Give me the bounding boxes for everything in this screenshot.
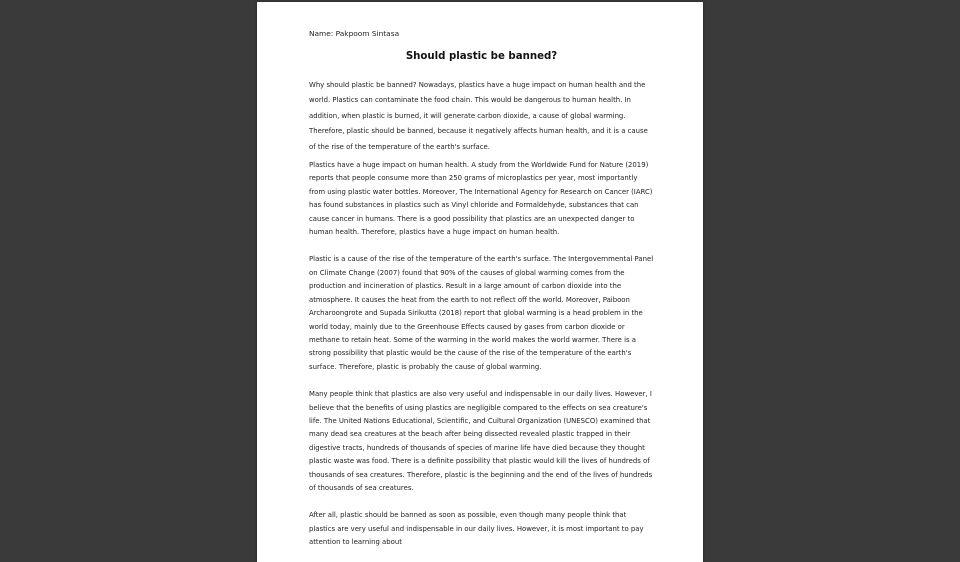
paragraph-conclusion: After all, plastic should be banned as soon as possible, even though many people think that plastics are very useful and indispensable in our daily lives. However, it is most important to pay attention to learning about	[309, 511, 644, 547]
author-name: Name: Pakpoom Sintasa	[309, 29, 400, 38]
paragraph-counterargument: Many people think that plastics are also very useful and indispensable in our daily lives. However, I believe that the benefits of using plastics are negligible compared to the effects on sea creature's life. The United Nations Educational, Scientific, and Cultural Organization (UNESCO) examined that many dead sea creatures at the beach after being dissected revealed plastic trapped in their digestive tracts, hundreds of thousands of species of marine life have died because they thought plastic waste was food. There is a definite possibility that plastic would kill the lives of hundreds of thousands of sea creatures. Therefore, plastic is the beginning and the end of the lives of hundreds of thousands of sea creatures.	[309, 390, 653, 492]
paragraph-warming: Plastic is a cause of the rise of the temperature of the earth's surface. The Intergovernmental Panel on Climate Change (2007) found that 90% of the causes of global warming comes from the production and incineration of plastics. Result in a large amount of carbon dioxide into the atmosphere. It causes the heat from the earth to not reflect off the world. Moreover, Paiboon Archaroongrote and Supada Sirikutta (2018) report that global warming is a head problem in the world today, mainly due to the Greenhouse Effects caused by gases from carbon dioxide or methane to retain heat. Some of the warming in the world makes the world warmer. There is a strong possibility that plastic would be the cause of the rise of the temperature of the earth's surface. Therefore, plastic is probably the cause of global warming.	[309, 255, 654, 371]
paragraph-intro: Why should plastic be banned? Nowadays, plastics have a huge impact on human health and the world. Plastics can contaminate the food chain. This would be dangerous to human health. In addition, when plastic is burned, it will generate carbon dioxide, a cause of global warming. Therefore, plastic should be banned, because it negatively affects human health, and it is a cause of the rise of the temperature of the earth's surface.	[309, 81, 648, 151]
paragraph-health: Plastics have a huge impact on human health. A study from the Worldwide Fund for Nature (2019) reports that people consume more than 250 grams of microplastics per year, most importantly from using plastic water bottles. Moreover, The International Agency for Research on Cancer (IARC) has found substances in plastics such as Vinyl chloride and Formaldehyde, substances that can cause cancer in humans. There is a good possibility that plastics are an unexpected danger to human health. Therefore, plastics have a huge impact on human health.	[309, 161, 653, 237]
document-page	[257, 2, 703, 562]
page-content	[309, 28, 654, 550]
essay-title: Should plastic be banned?	[405, 51, 558, 62]
